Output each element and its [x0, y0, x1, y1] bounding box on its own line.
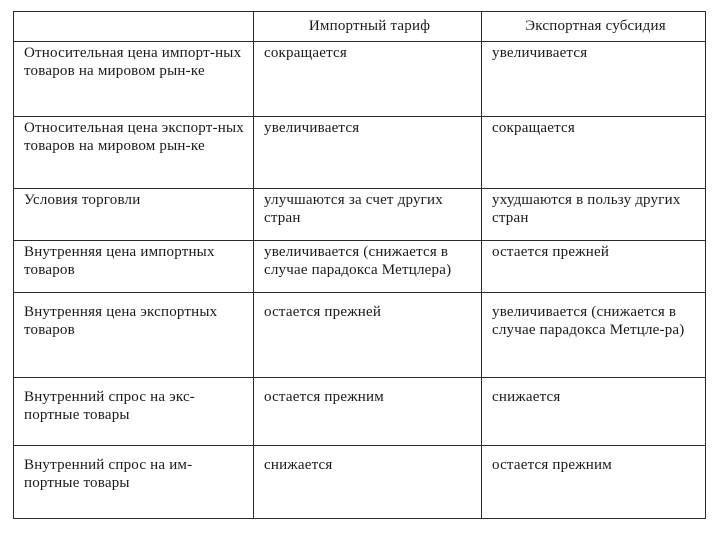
row-label: Относительная цена импорт-ных товаров на мировом рын-ке — [14, 42, 254, 117]
subsidy-cell: сокращается — [482, 117, 706, 189]
tariff-cell: остается прежним — [254, 378, 482, 446]
subsidy-cell: ухудшаются в пользу других стран — [482, 189, 706, 241]
row-label: Условия торговли — [14, 189, 254, 241]
tariff-cell: остается прежней — [254, 293, 482, 378]
tariff-cell: сокращается — [254, 42, 482, 117]
table-row — [14, 446, 706, 519]
subsidy-cell: увеличивается (снижается в случае парадокса Метцле-ра) — [482, 293, 706, 378]
header-row — [14, 12, 706, 42]
tariff-cell: увеличивается (снижается в случае парадокса Метцлера) — [254, 241, 482, 293]
row-label: Относительная цена экспорт-ных товаров на мировом рын-ке — [14, 117, 254, 189]
header-import-tariff: Импортный тариф — [254, 12, 482, 42]
comparison-table — [13, 11, 706, 519]
table-row — [14, 117, 706, 189]
header-export-subsidy: Экспортная субсидия — [482, 12, 706, 42]
tariff-cell: улучшаются за счет других стран — [254, 189, 482, 241]
row-label: Внутренний спрос на им-портные товары — [14, 446, 254, 519]
subsidy-cell: снижается — [482, 378, 706, 446]
table-row — [14, 293, 706, 378]
table-row — [14, 241, 706, 293]
table-header — [14, 12, 706, 42]
table-row — [14, 378, 706, 446]
tariff-cell: снижается — [254, 446, 482, 519]
subsidy-cell: увеличивается — [482, 42, 706, 117]
header-corner-cell — [14, 12, 254, 42]
row-label: Внутренний спрос на экс-портные товары — [14, 378, 254, 446]
subsidy-cell: остается прежней — [482, 241, 706, 293]
table-row — [14, 42, 706, 117]
row-label: Внутренняя цена импортных товаров — [14, 241, 254, 293]
tariff-cell: увеличивается — [254, 117, 482, 189]
subsidy-cell: остается прежним — [482, 446, 706, 519]
row-label: Внутренняя цена экспортных товаров — [14, 293, 254, 378]
table-body — [14, 42, 706, 519]
table-row — [14, 189, 706, 241]
